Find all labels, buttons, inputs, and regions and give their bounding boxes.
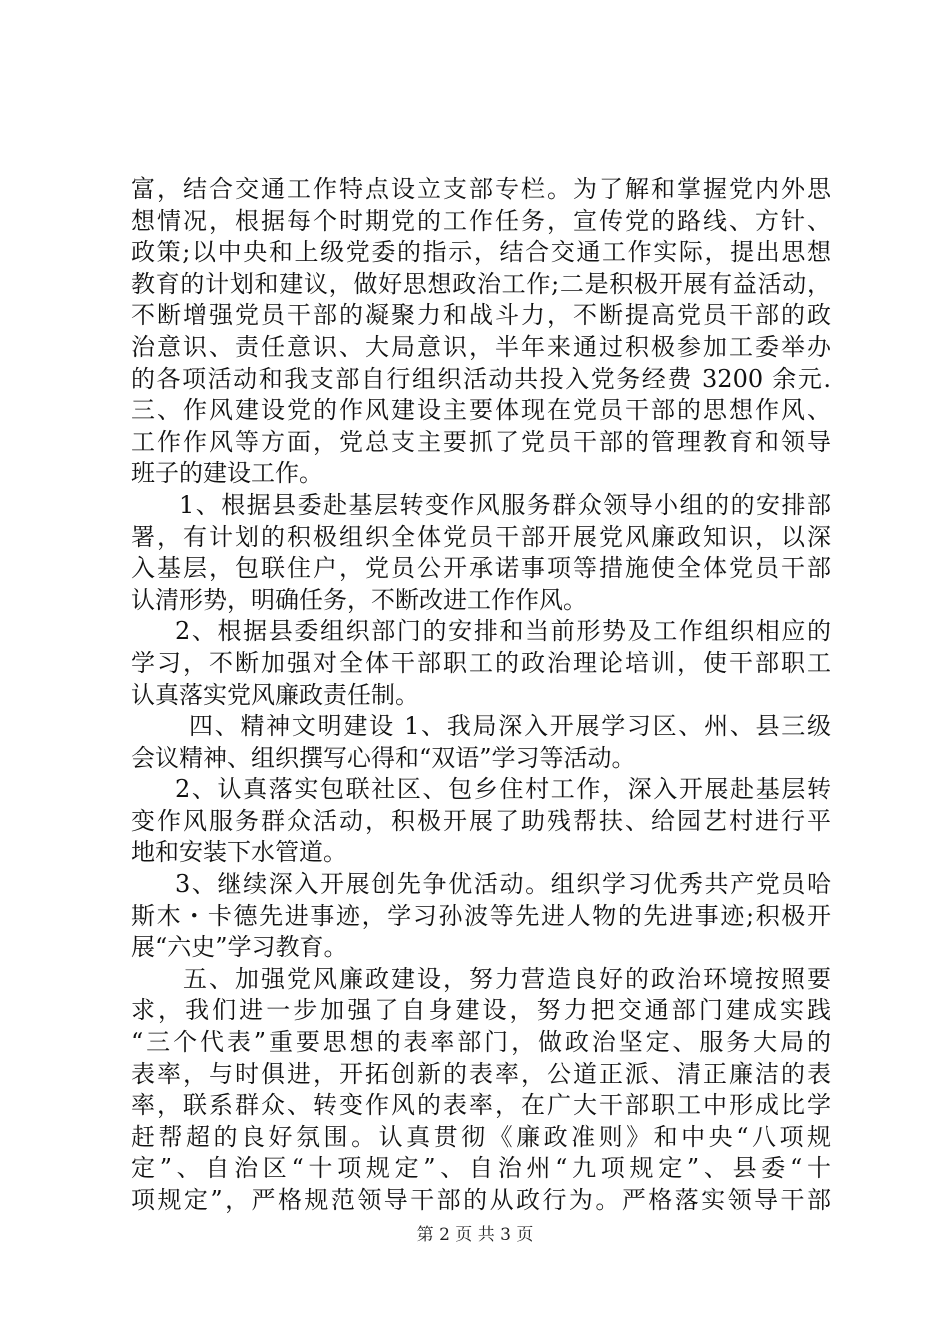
text-line: 定”、自治区“十项规定”、自治州“九项规定”、县委“十 [131, 1154, 831, 1183]
text-line: 地和安装下水管道。 [131, 838, 347, 867]
text-line: 班子的建设工作。 [131, 459, 323, 488]
text-line: 展“六史”学习教育。 [131, 933, 348, 962]
text-line: 学习，不断加强对全体干部职工的政治理论培训，使干部职工 [131, 648, 831, 677]
text-line: 求，我们进一步加强了自身建设，努力把交通部门建成实践 [131, 996, 831, 1025]
text-line: 认真落实党风廉政责任制。 [131, 680, 419, 709]
text-line: 2、根据县委组织部门的安排和当前形势及工作组织相应的 [175, 617, 831, 646]
document-body [131, 174, 831, 1217]
text-line: 入基层，包联住户，党员公开承诺事项等措施使全体党员干部 [131, 554, 831, 583]
text-line: 表率，与时俱进，开拓创新的表率，公道正派、清正廉洁的表 [131, 1059, 831, 1088]
text-line: “三个代表”重要思想的表率部门，做政治坚定、服务大局的 [131, 1028, 831, 1057]
text-line: 富，结合交通工作特点设立支部专栏。为了解和掌握党内外思 [131, 175, 831, 203]
text-line: 赶帮超的良好氛围。认真贯彻《廉政准则》和中央“八项规 [131, 1122, 831, 1151]
text-line: 斯木・卡德先进事迹，学习孙波等先进人物的先进事迹;积极开 [131, 901, 831, 930]
text-line: 治意识、责任意识、大局意识，半年来通过积极参加工委举办 [131, 332, 831, 361]
text-line: 会议精神、组织撰写心得和“双语”学习等活动。 [131, 743, 636, 772]
text-line: 政策;以中央和上级党委的指示，结合交通工作实际，提出思想 [131, 238, 831, 267]
text-line: 项规定”，严格规范领导干部的从政行为。严格落实领导干部 [131, 1186, 831, 1214]
text-line: 不断增强党员干部的凝聚力和战斗力，不断提高党员干部的政 [131, 301, 831, 330]
text-line: 想情况，根据每个时期党的工作任务，宣传党的路线、方针、 [131, 206, 831, 235]
text-line: 署，有计划的积极组织全体党员干部开展党风廉政知识，以深 [131, 522, 831, 551]
text-line: 三、作风建设党的作风建设主要体现在党员干部的思想作风、 [131, 396, 831, 425]
text-line: 的各项活动和我支部自行组织活动共投入党务经费 3200 余元. [131, 364, 831, 393]
text-line: 认清形势，明确任务，不断改进工作作风。 [131, 585, 587, 614]
text-line: 五、加强党风廉政建设，努力营造良好的政治环境按照要 [183, 964, 831, 993]
page-footer: 第 2 页 共 3 页 [416, 1225, 534, 1245]
text-line: 四、精神文明建设 1、我局深入开展学习区、州、县三级 [189, 712, 831, 741]
text-line: 1、根据县委赴基层转变作风服务群众领导小组的的安排部 [179, 490, 831, 519]
text-line: 3、继续深入开展创先争优活动。组织学习优秀共产党员哈 [175, 870, 831, 899]
text-line: 教育的计划和建议，做好思想政治工作;二是积极开展有益活动， [131, 269, 831, 298]
text-line: 率，联系群众、转变作风的表率，在广大干部职工中形成比学 [131, 1091, 831, 1120]
text-line: 2、认真落实包联社区、包乡住村工作，深入开展赴基层转 [175, 775, 831, 804]
text-line: 变作风服务群众活动，积极开展了助残帮扶、给园艺村进行平 [131, 806, 831, 835]
text-line: 工作作风等方面，党总支主要抓了党员干部的管理教育和领导 [131, 427, 831, 456]
